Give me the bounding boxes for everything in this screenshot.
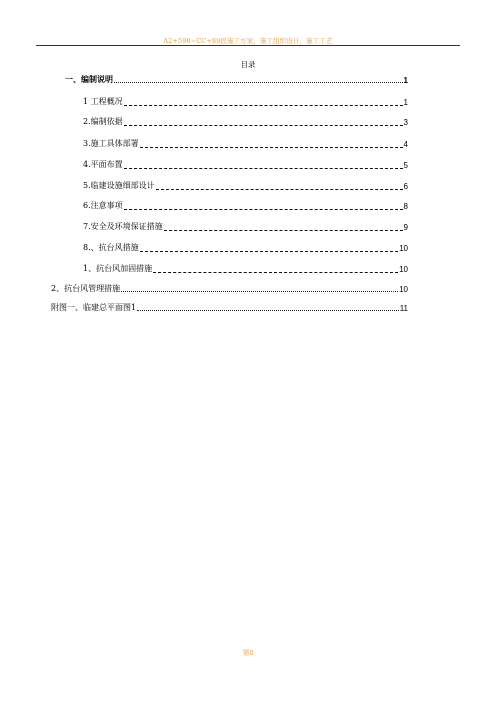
toc-leader — [153, 272, 398, 273]
toc-leader — [140, 251, 398, 252]
toc-entry-label: 附图一、临建总平面图1 — [51, 303, 137, 312]
toc-entry-1[interactable] — [65, 75, 408, 85]
toc-entry-1-7[interactable] — [83, 222, 408, 232]
toc-entry-label: 2、抗台风管理措施 — [51, 284, 121, 293]
toc-entry-label: 8.、抗台风措施 — [83, 243, 139, 252]
toc-entry-label: 1、抗台风加固措施 — [83, 264, 153, 273]
toc-entry-label: 4.平面布置 — [83, 160, 123, 169]
toc-entry-label: 3.施工具体部署 — [83, 139, 139, 148]
page-footer — [0, 648, 496, 658]
header-rule — [36, 45, 460, 46]
toc-entry-label: 6.注意事项 — [83, 201, 123, 210]
toc-entry-1-6[interactable] — [83, 201, 408, 211]
toc-entry-label: 1 工程概况 — [83, 97, 123, 106]
toc-leader — [114, 82, 403, 83]
toc-leader — [124, 168, 403, 169]
toc-leader — [164, 230, 403, 231]
toc-leader — [137, 310, 399, 311]
toc-leader — [140, 147, 403, 148]
toc-entry-page: 3 — [403, 118, 408, 127]
toc-leader — [121, 291, 398, 292]
toc-leader — [124, 125, 403, 126]
toc-entry-page: 5 — [403, 161, 408, 170]
toc-entry-page: 11 — [399, 304, 408, 313]
toc-entry-1-8[interactable] — [83, 243, 408, 253]
toc-entry-1-8-2[interactable] — [51, 284, 408, 294]
toc-entry-page: 9 — [403, 223, 408, 232]
toc-leader — [124, 105, 403, 106]
toc-entry-label: 7.安全及环境保证措施 — [83, 222, 163, 231]
toc-entry-1-4[interactable] — [83, 160, 408, 170]
toc-entry-appendix-1[interactable] — [51, 303, 408, 313]
toc-entry-label: 2.编制依据 — [83, 117, 123, 126]
toc-entry-1-2[interactable] — [83, 117, 408, 127]
toc-leader — [156, 189, 403, 190]
toc-entry-page: 8 — [403, 202, 408, 211]
toc-entry-page: 1 — [403, 98, 408, 107]
toc-entry-page: 6 — [403, 182, 408, 191]
footer-prefix: 第 — [242, 649, 250, 657]
page-header: A2+598~CC+89段施工方案，施工组织设计，施工工艺 — [163, 37, 333, 45]
toc-entry-page: 10 — [399, 265, 408, 274]
toc-leader — [124, 209, 403, 210]
toc-entry-page: 1 — [403, 76, 408, 85]
toc-entry-1-8-1[interactable] — [83, 264, 408, 274]
toc-entry-label: 一、编制说明 — [65, 75, 113, 84]
toc-entry-page: 4 — [403, 140, 408, 149]
toc-entry-1-3[interactable] — [83, 139, 408, 149]
toc-entry-page: 10 — [399, 285, 408, 294]
footer-page-number: 0 — [249, 650, 254, 657]
toc-entry-page: 10 — [399, 244, 408, 253]
toc-entry-1-5[interactable] — [83, 181, 408, 191]
toc-entry-label: 5.临建设施细部设计 — [83, 181, 155, 190]
toc-title: 目录 — [240, 60, 256, 69]
toc-entry-1-1[interactable] — [83, 97, 408, 107]
